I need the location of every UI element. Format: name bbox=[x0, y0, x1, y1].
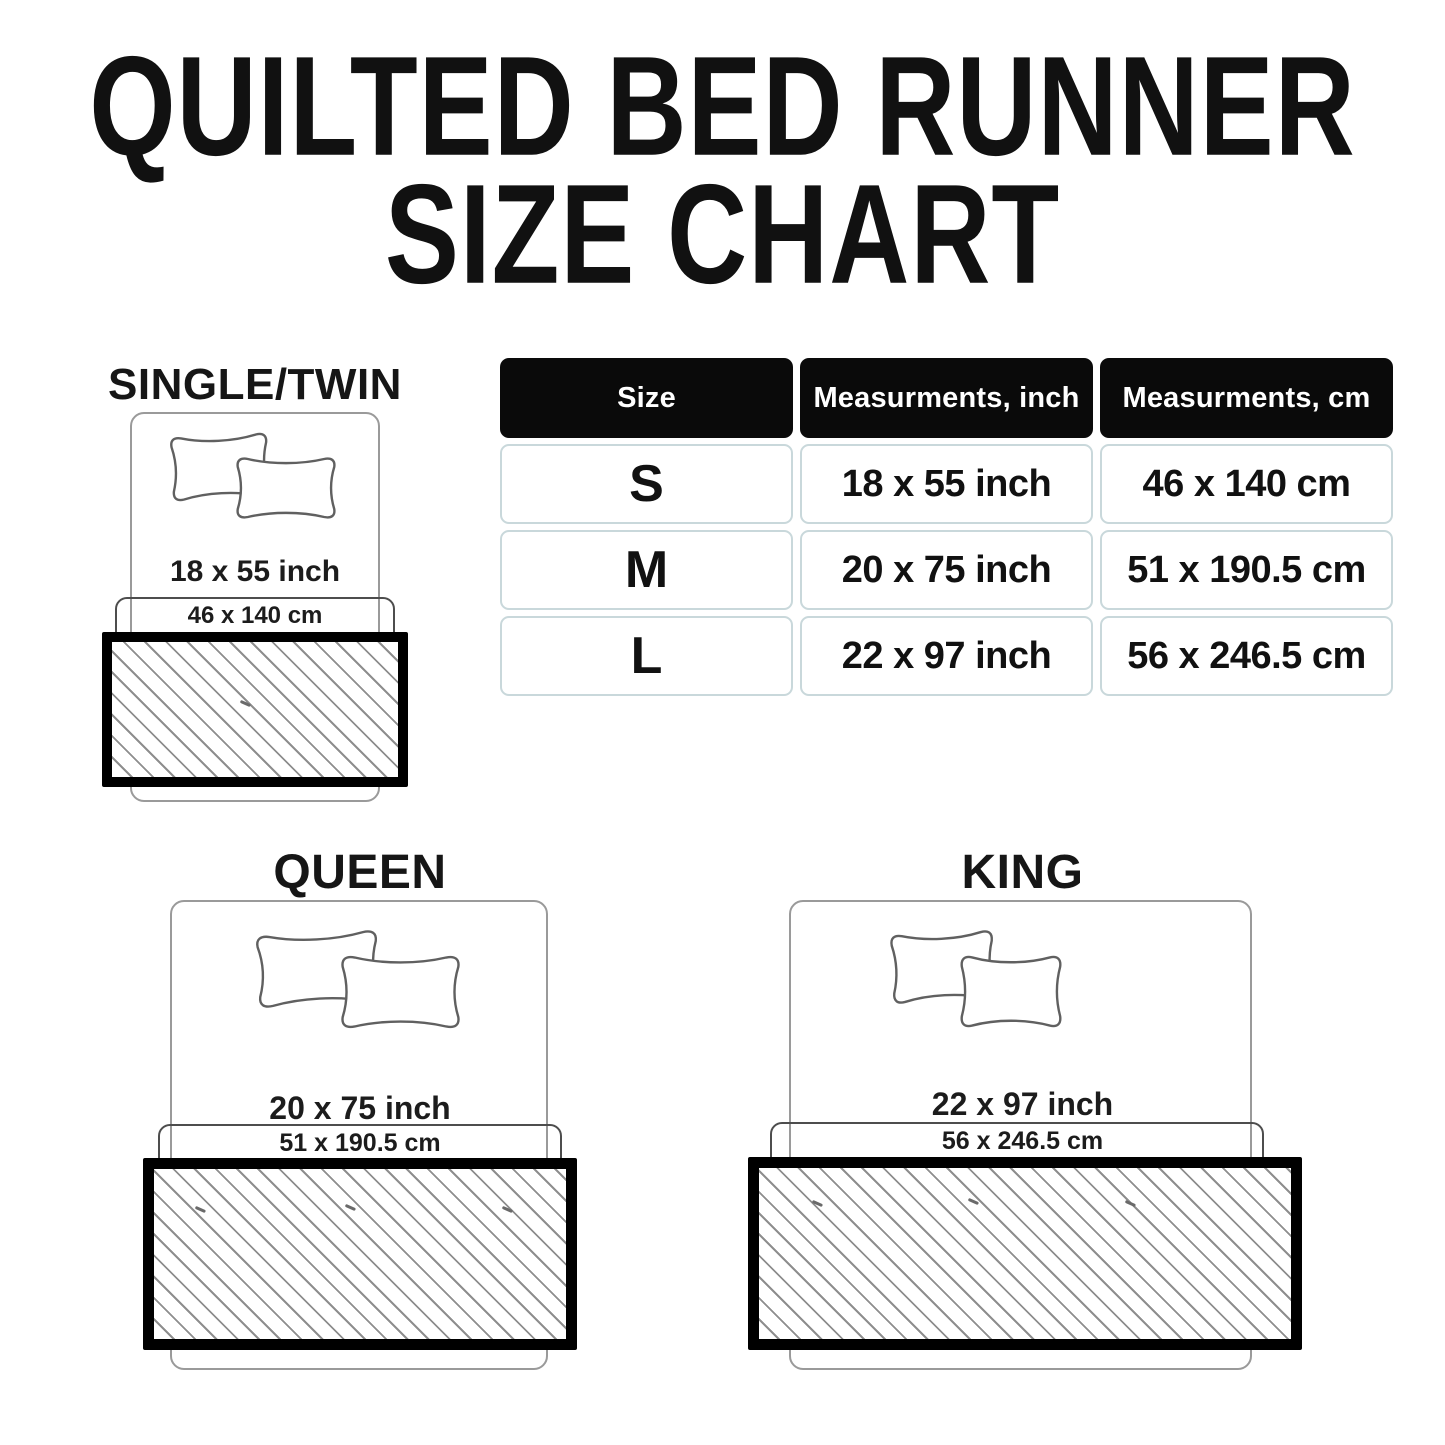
diagram-single-twin bbox=[90, 358, 420, 818]
pillow-icon bbox=[233, 451, 339, 525]
diagram-label: SINGLE/TWIN bbox=[108, 360, 402, 409]
table-cell-cm-l: 56 x 246.5 cm bbox=[1100, 616, 1393, 696]
table-cell-inch-l: 22 x 97 inch bbox=[800, 616, 1093, 696]
diagram-queen bbox=[140, 840, 580, 1385]
table-cell-inch-m: 20 x 75 inch bbox=[800, 530, 1093, 610]
table-cell-size-s: S bbox=[500, 444, 793, 524]
size-table bbox=[500, 358, 1393, 696]
page-title bbox=[0, 27, 1445, 313]
table-cell-size-m: M bbox=[500, 530, 793, 610]
table-cell-cm-s: 46 x 140 cm bbox=[1100, 444, 1393, 524]
table-header-inch: Measurments, inch bbox=[800, 358, 1093, 438]
cm-dimension-label: 51 x 190.5 cm bbox=[279, 1129, 441, 1157]
cm-dimension-label: 56 x 246.5 cm bbox=[941, 1127, 1104, 1155]
table-cell-inch-s: 18 x 55 inch bbox=[800, 444, 1093, 524]
table-cell-cm-m: 51 x 190.5 cm bbox=[1100, 530, 1393, 610]
bed-runner-swatch bbox=[748, 1157, 1302, 1350]
inch-dimension-label: 22 x 97 inch bbox=[931, 1086, 1114, 1122]
bed-runner-swatch bbox=[143, 1158, 577, 1350]
table-header-size: Size bbox=[500, 358, 793, 438]
inch-dimension-label: 20 x 75 inch bbox=[269, 1090, 451, 1126]
diagram-label: QUEEN bbox=[273, 846, 447, 899]
diagram-king bbox=[740, 840, 1305, 1385]
pillow-icon bbox=[957, 948, 1065, 1035]
pillow-icon bbox=[337, 948, 464, 1036]
cm-dimension-label: 46 x 140 cm bbox=[187, 602, 323, 629]
bed-runner-swatch bbox=[102, 632, 408, 787]
table-header-cm: Measurments, cm bbox=[1100, 358, 1393, 438]
table-cell-size-l: L bbox=[500, 616, 793, 696]
page-title-line-2: SIZE CHART bbox=[384, 155, 1061, 313]
inch-dimension-label: 18 x 55 inch bbox=[169, 555, 341, 588]
page-title-line-1: QUILTED BED RUNNER bbox=[89, 27, 1356, 185]
diagram-label: KING bbox=[961, 846, 1084, 899]
